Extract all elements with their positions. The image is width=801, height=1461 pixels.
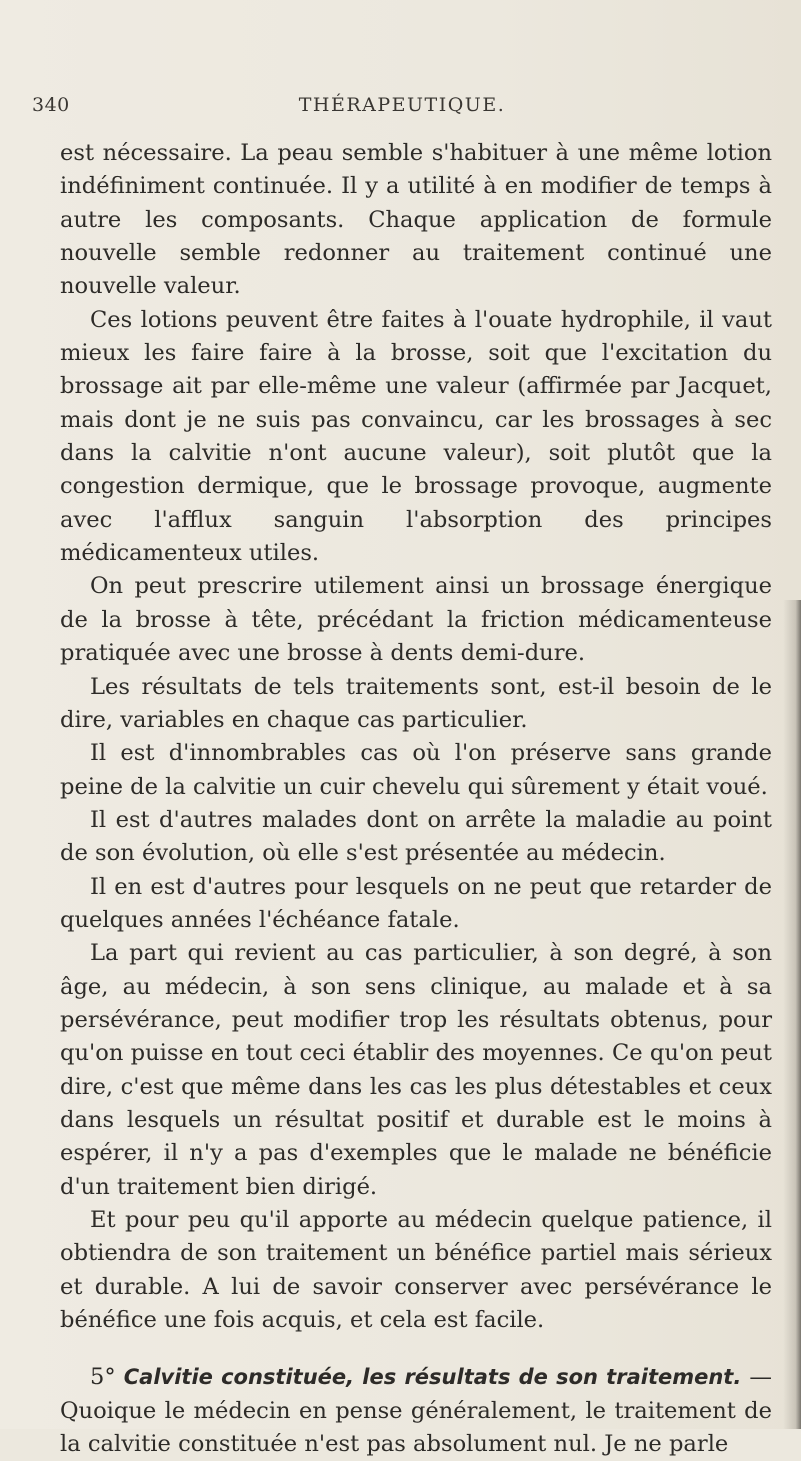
paragraph-2: Ces lotions peuvent être faites à l'ouate hydrophile, il vaut mieux les faire faire à la brosse, soit que l'excitation du brossage ait par elle-même une valeur (affirmée par Jacquet, mais dont je ne suis pas convaincu, car les brossages à sec dans la calvitie n'ont aucune valeur), soit plutôt que la congestion dermique, que le brossage provoque, augmente avec l'afflux sanguin l'absorption des principes médicamenteux utiles. [60, 306, 772, 567]
section-heading: Calvitie constituée, les résultats de son traitement. [123, 1365, 742, 1390]
section-number: 5° [90, 1364, 116, 1391]
body-text [60, 137, 772, 1461]
page-header [32, 94, 772, 130]
paragraph-7: Il en est d'autres pour lesquels on ne peut que retarder de quelques années l'échéance fatale. [60, 873, 772, 933]
section-text: Quoique le médecin en pense généralement, le traitement de la calvitie constituée n'est pas absolument nul. Je ne parle [60, 1397, 772, 1458]
section-dash: — [741, 1364, 772, 1391]
page-edge-shadow [783, 600, 801, 1429]
page-number: 340 [32, 94, 70, 116]
paragraph-8: La part qui revient au cas particulier, à son degré, à son âge, au médecin, à son sens clinique, au malade et à sa persévérance, peut modifier trop les résultats obtenus, pour qu'on puisse en tout ceci établir des moyennes. Ce qu'on peut dire, c'est que même dans les cas les plus détestables et ceux dans lesquels un résultat positif et durable est le moins à espérer, il n'y a pas d'exemples que le malade ne bénéficie d'un traitement bien dirigé. [60, 940, 772, 1200]
paragraph-9: Et pour peu qu'il apporte au médecin quelque patience, il obtiendra de son traitement un bénéfice partiel mais sérieux et durable. A lui de savoir conserver avec persévérance le bénéfice une fois acquis, et cela est facile. [60, 1207, 772, 1334]
paragraph-3: On peut prescrire utilement ainsi un brossage énergique de la brosse à tête, précédant la friction médicamenteuse pratiquée avec une brosse à dents demi-dure. [60, 573, 772, 667]
section-paragraph [60, 1361, 772, 1461]
paragraph-6: Il est d'autres malades dont on arrête la maladie au point de son évolution, où elle s'est présentée au médecin. [60, 806, 772, 867]
paragraph-4: Les résultats de tels traitements sont, est-il besoin de le dire, variables en chaque cas particulier. [60, 673, 772, 733]
paragraph-5: Il est d'innombrables cas où l'on préserve sans grande peine de la calvitie un cuir chevelu qui sûrement y était voué. [60, 740, 772, 800]
running-title: THÉRAPEUTIQUE. [298, 94, 506, 116]
paragraph-1: est nécessaire. La peau semble s'habituer à une même lotion indéfiniment continuée. Il y a utilité à en modifier de temps à autre les composants. Chaque application de formule nouvelle semble redonner au traitement continué une nouvelle valeur. [60, 140, 772, 300]
